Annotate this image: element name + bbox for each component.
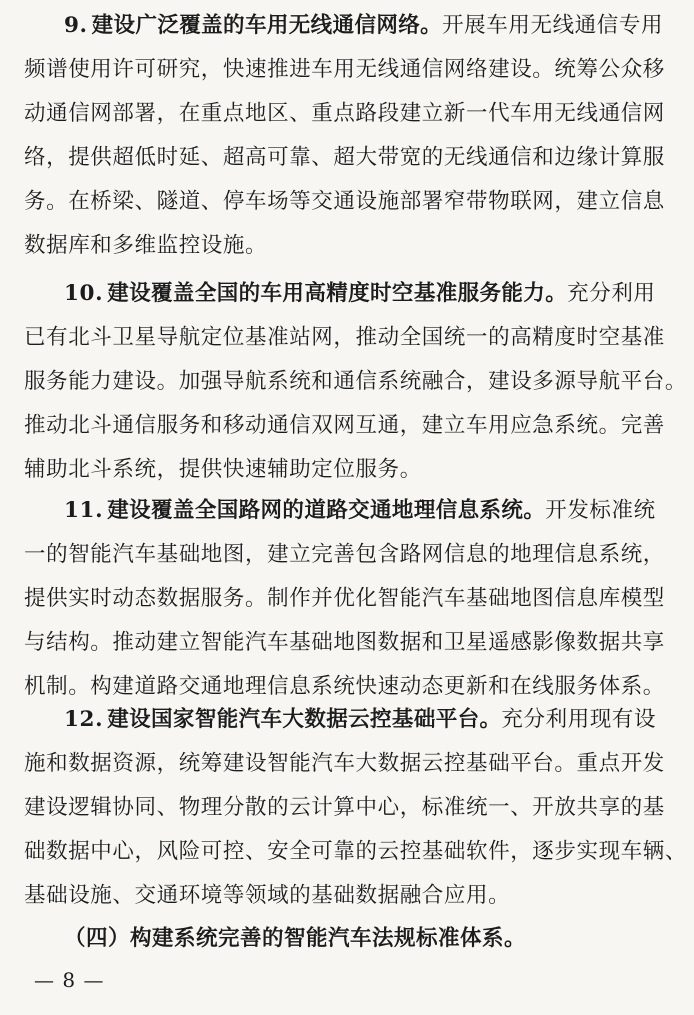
paragraph-10-line-2: 已有北斗卫星导航定位基准站网，推动全国统一的高精度时空基准 xyxy=(24,325,665,350)
paragraph-9-line-6: 数据库和多维监控设施。 xyxy=(24,233,268,258)
paragraph-10-text: 充分利用 xyxy=(567,281,656,306)
paragraph-12-line-2: 施和数据资源，统筹建设智能汽车大数据云控基础平台。重点开发 xyxy=(24,751,665,776)
paragraph-10-heading: 建设覆盖全国的车用高精度时空基准服务能力。 xyxy=(107,281,568,306)
paragraph-9-heading: 建设广泛覆盖的车用无线通信网络。 xyxy=(91,13,443,38)
paragraph-12-number: 12. xyxy=(64,707,104,732)
paragraph-11-number: 11. xyxy=(64,498,104,523)
paragraph-11-line-3: 提供实时动态数据服务。制作并优化智能汽车基础地图信息库模型 xyxy=(24,586,665,611)
paragraph-12-heading: 建设国家智能汽车大数据云控基础平台。 xyxy=(107,707,502,732)
section-heading: （四）构建系统完善的智能汽车法规标准体系。 xyxy=(64,926,527,951)
paragraph-11-line-2: 一的智能汽车基础地图，建立完善包含路网信息的地理信息系统， xyxy=(24,542,665,567)
paragraph-12-text: 充分利用现有设 xyxy=(501,707,657,732)
paragraph-11-heading: 建设覆盖全国路网的道路交通地理信息系统。 xyxy=(107,498,546,523)
page-number: — 8 — xyxy=(34,968,105,992)
paragraph-12-line-4: 础数据中心，风险可控、安全可靠的云控基础软件，逐步实现车辆、 xyxy=(24,839,688,864)
paragraph-12-line-1 xyxy=(64,706,656,734)
paragraph-12-line-5: 基础设施、交通环境等领域的基础数据融合应用。 xyxy=(24,883,511,908)
paragraph-11-text: 开发标准统 xyxy=(545,498,656,523)
paragraph-11-line-4: 与结构。推动建立智能汽车基础地图数据和卫星遥感影像数据共享 xyxy=(24,630,665,655)
paragraph-10-line-1 xyxy=(64,280,656,308)
paragraph-9-number: 9. xyxy=(64,13,88,38)
paragraph-10-line-4: 推动北斗通信服务和移动通信双网互通，建立车用应急系统。完善 xyxy=(24,413,665,438)
paragraph-9-line-2: 频谱使用许可研究，快速推进车用无线通信网络建设。统筹公众移 xyxy=(24,57,665,82)
paragraph-9-line-1 xyxy=(64,12,663,40)
paragraph-12-line-3: 建设逻辑协同、物理分散的云计算中心，标准统一、开放共享的基 xyxy=(24,795,665,820)
paragraph-10-number: 10. xyxy=(64,281,104,306)
paragraph-9-line-5: 务。在桥梁、隧道、停车场等交通设施部署窄带物联网，建立信息 xyxy=(24,189,665,214)
paragraph-11-line-5: 机制。构建道路交通地理信息系统快速动态更新和在线服务体系。 xyxy=(24,674,665,699)
paragraph-10-line-3: 服务能力建设。加强导航系统和通信系统融合，建设多源导航平台。 xyxy=(24,369,688,394)
paragraph-9-line-3: 动通信网部署，在重点地区、重点路段建立新一代车用无线通信网 xyxy=(24,101,665,126)
paragraph-10-line-5: 辅助北斗系统，提供快速辅助定位服务。 xyxy=(24,457,422,482)
paragraph-11-line-1 xyxy=(64,497,656,525)
paragraph-9-line-4: 络，提供超低时延、超高可靠、超大带宽的无线通信和边缘计算服 xyxy=(24,145,665,170)
paragraph-9-text: 开展车用无线通信专用 xyxy=(442,13,664,38)
